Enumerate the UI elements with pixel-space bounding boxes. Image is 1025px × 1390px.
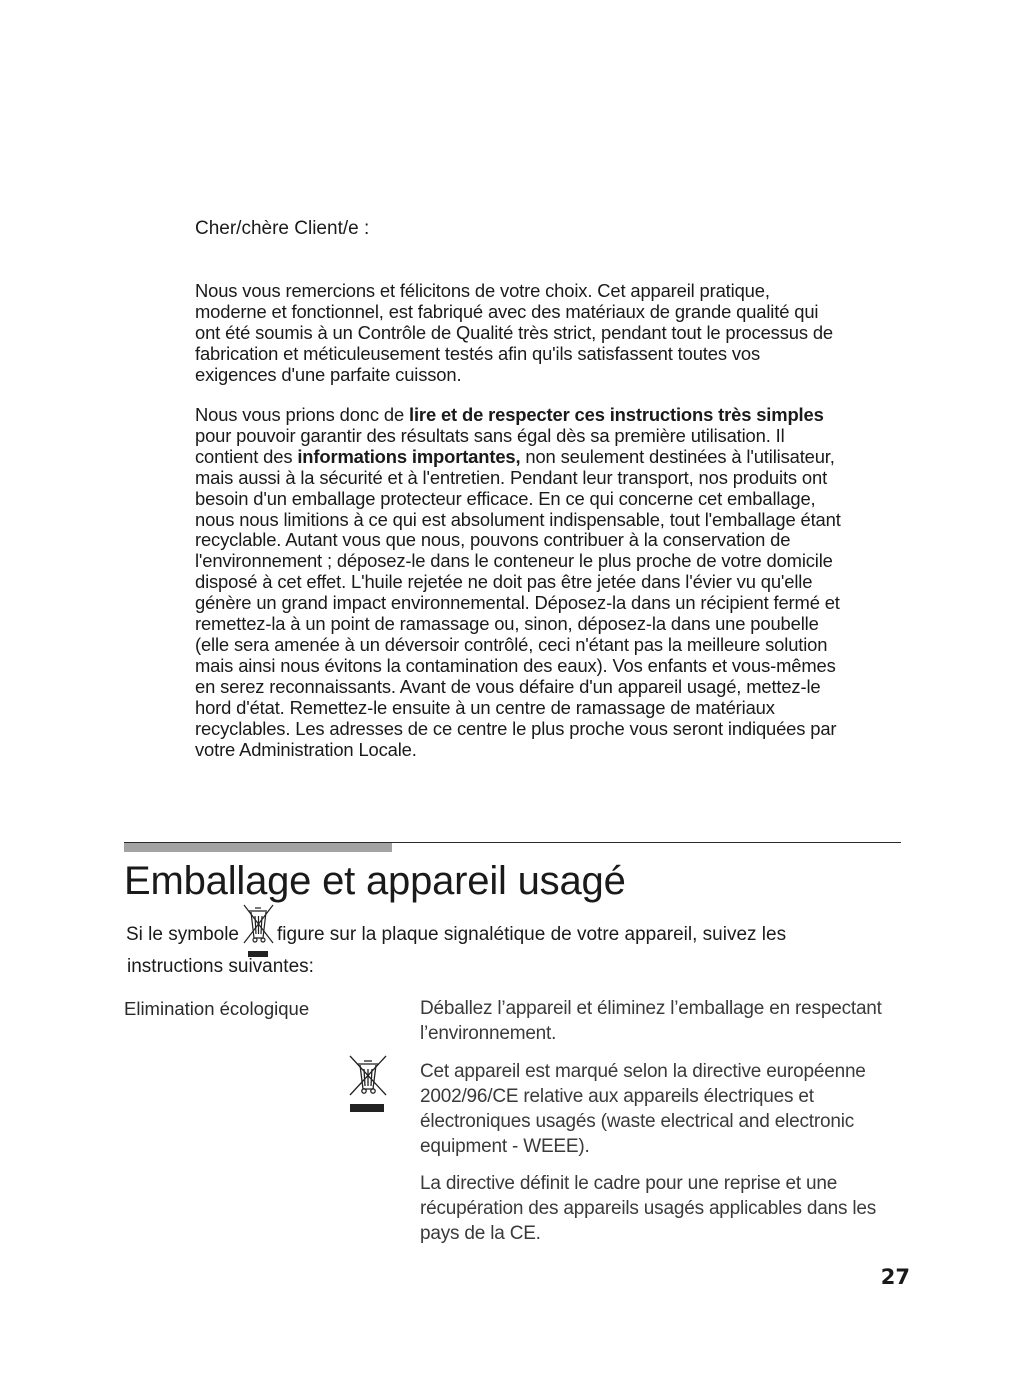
intro-before-icon: Si le symbole bbox=[126, 924, 239, 945]
weee-crossed-bin-icon bbox=[348, 1055, 388, 1120]
section-divider-accent bbox=[124, 843, 392, 852]
elimination-heading: Elimination écologique bbox=[124, 998, 310, 1019]
para2-text-2: pour pouvoir garantir des résultats sans égal dès sa première utilisation. Il contient des bbox=[195, 424, 785, 467]
para2-text-1: Nous vous prions donc de bbox=[195, 404, 410, 425]
section-title: Emballage et appareil usagé bbox=[124, 859, 626, 903]
section-intro-line-2: instructions suivantes: bbox=[127, 956, 314, 977]
para2-text-3: non seulement destinées à l'utilisateur, mais aussi à la sécurité et à l'entretien. Pendant leur transport, nos produits ont besoin d'un emballage protecteur efficace. En ce qui concerne cet emballage, nous nous limitions à ce qui est absolument indispensable, tout l'emballage étant recyclable. Autant vous que nous, pouvons contribuer à la conservation de l'environnement ; déposez-le dans le conteneur le plus proche de votre domicile disposé à cet effet. L'huile rejetée ne doit pas être jetée dans l'évier vu qu'elle génère un grand impact environnemental. Déposez-la dans un récipient fermé et remettez-la à un point de ramassage ou, sinon, déposez-la dans une poubelle (elle sera amenée à un déversoir contrôlé, ceci n'étant pas la meilleure solution mais ainsi nous évitons la contamination des eaux). Vos enfants et vous-mêmes en serez reconnaissants. Avant de vous défaire d'un appareil usagé, mettez-le hord d'état. Remettez-le ensuite à un centre de ramassage de matériaux recyclables. Les adresses de ce centre le plus proche vous seront indiquées par votre Administration Locale. bbox=[195, 445, 841, 760]
para2-bold-1: lire et de respecter ces instructions très simples bbox=[409, 404, 824, 425]
elimination-paragraph-weee: Cet appareil est marqué selon la directive européenne 2002/96/CE relative aux appareils électriques et électroniques usagés (waste electrical and electronic equipment - WEEE). bbox=[420, 1061, 866, 1157]
intro-after-icon: figure sur la plaque signalétique de votre appareil, suivez les bbox=[277, 924, 787, 945]
intro-paragraph-thanks: Nous vous remercions et félicitons de votre choix. Cet appareil pratique, moderne et fonctionnel, est fabriqué avec des matériaux de grande qualité qui ont été soumis à un Contrôle de Qualité très strict, pendant tout le processus de fabrication et méticuleusement testés afin qu'ils satisfassent toutes vos exigences d'une parfaite cuisson. bbox=[195, 280, 834, 385]
weee-inline-icon bbox=[239, 922, 277, 948]
elimination-paragraph-unpack: Déballez l’appareil et éliminez l’emballage en respectant l’environnement. bbox=[420, 998, 882, 1044]
elimination-paragraph-directive: La directive définit le cadre pour une reprise et une récupération des appareils usagés applicables dans les pays de la CE. bbox=[420, 1173, 877, 1244]
greeting: Cher/chère Client/e : bbox=[195, 218, 370, 239]
section-intro-line-1 bbox=[126, 922, 786, 948]
para2-bold-2: informations importantes, bbox=[297, 445, 521, 467]
intro-paragraph-instructions bbox=[195, 405, 845, 760]
page-number: 27 bbox=[880, 1265, 910, 1289]
